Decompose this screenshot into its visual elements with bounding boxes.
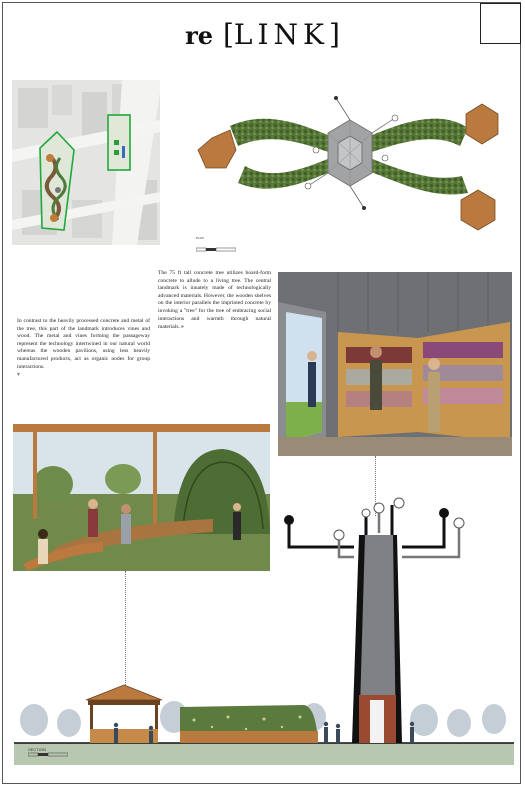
section-drawing bbox=[14, 495, 514, 773]
arrow-right-icon: ▸ bbox=[181, 323, 185, 331]
materials-description-text: In contrast to the heavily processed concrete and metal of the tree, this part of the landmark introduces vines and wood. The metal and vines forming the passageway represent the technology intertwined in our natural world whereas the wooden pavilions, using less heavily manufactured products, act as organic nodes for group interactions. bbox=[17, 318, 150, 370]
plan-scale-label: PLAN bbox=[196, 236, 204, 240]
poster-title bbox=[0, 18, 525, 51]
plan-scale-bar bbox=[196, 236, 236, 258]
title-open-bracket: [ bbox=[222, 18, 234, 51]
arrow-down-icon: ▾ bbox=[17, 371, 21, 379]
plan-drawing bbox=[190, 88, 510, 238]
section-label-text: SECTION bbox=[28, 747, 46, 752]
title-close-bracket: ] bbox=[328, 18, 340, 51]
section-label bbox=[28, 747, 68, 759]
library-interior-render bbox=[278, 272, 512, 456]
materials-description bbox=[17, 318, 150, 380]
tree-description-text: The 75 ft tall concrete tree utilizes board-form concrete to allude to a living tree. The central landmark is innately made of technologically advanced materials. However, the wooden shelves on the interior parallels the imprinted concrete by invoking a "tree" for the tree of embracing social interactions and warmth through natural materials. bbox=[158, 270, 271, 331]
site-map-image bbox=[12, 80, 160, 245]
title-prefix: re bbox=[185, 21, 214, 50]
tree-description bbox=[158, 270, 271, 332]
title-word: LINK bbox=[233, 18, 329, 51]
